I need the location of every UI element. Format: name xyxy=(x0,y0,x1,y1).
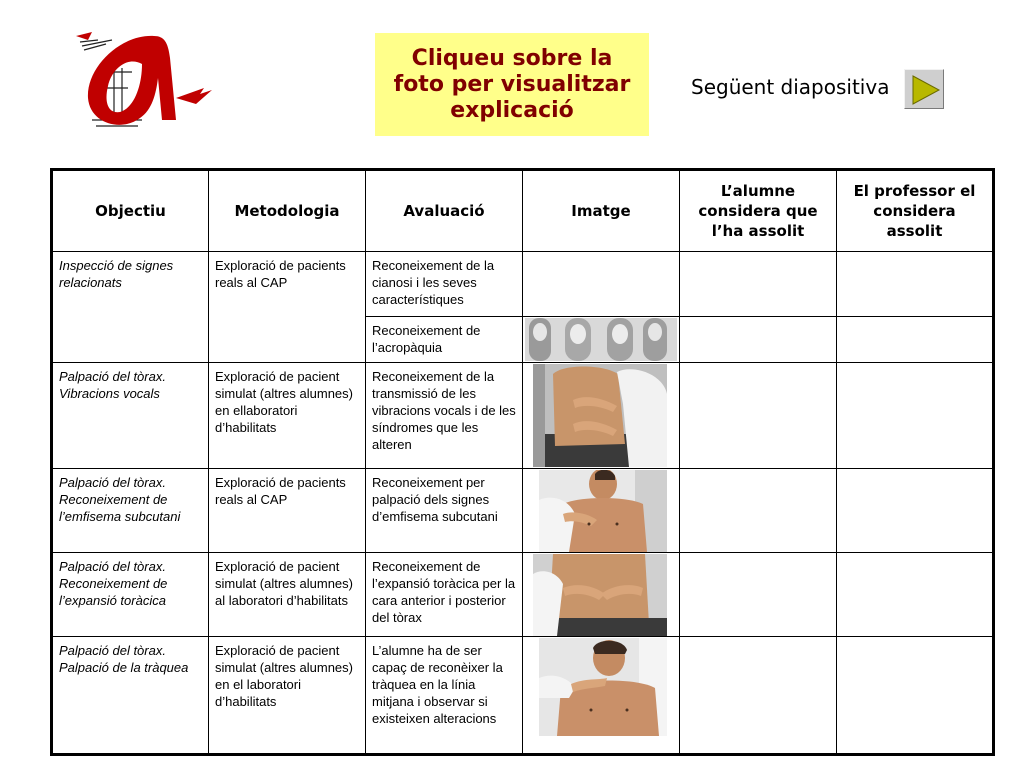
avaluacio-cell: Reconeixement de l’expansió toràcica per la cara anterior i posterior del tòrax xyxy=(366,553,523,637)
professor-check-cell[interactable] xyxy=(837,469,994,553)
avaluacio-cell: Reconeixement de la cianosi i les seves característiques xyxy=(366,252,523,317)
avaluacio-cell: Reconeixement de l’acropàquia xyxy=(366,317,523,363)
image-cell xyxy=(523,637,680,755)
alumne-check-cell[interactable] xyxy=(680,469,837,553)
metodologia-cell: Exploració de pacient simulat (altres alumnes) en ellaboratori d’habilitats xyxy=(209,363,366,469)
thoracic-expansion-photo[interactable] xyxy=(533,554,667,636)
professor-check-cell[interactable] xyxy=(837,363,994,469)
back-palpation-photo[interactable] xyxy=(533,364,667,467)
header-objectiu: Objectiu xyxy=(52,170,209,252)
header-metodologia: Metodologia xyxy=(209,170,366,252)
table-row xyxy=(52,252,994,317)
header-alumne-assolit: L’alumne considera que l’ha assolit xyxy=(680,170,837,252)
metodologia-cell: Exploració de pacients reals al CAP xyxy=(209,252,366,363)
table-row xyxy=(52,363,994,469)
alumne-check-cell[interactable] xyxy=(680,553,837,637)
chest-palpation-photo[interactable] xyxy=(539,470,667,552)
metodologia-cell: Exploració de pacients reals al CAP xyxy=(209,469,366,553)
instruction-title: Cliqueu sobre la foto per visualitzar explicació xyxy=(375,33,649,136)
table-row xyxy=(52,469,994,553)
image-cell xyxy=(523,252,680,317)
alumne-check-cell[interactable] xyxy=(680,637,837,755)
table-header-row xyxy=(52,170,994,252)
header-imatge: Imatge xyxy=(523,170,680,252)
professor-check-cell[interactable] xyxy=(837,317,994,363)
avaluacio-cell: Reconeixement per palpació dels signes d’emfisema subcutani xyxy=(366,469,523,553)
objectiu-cell: Palpació del tòrax. Reconeixement de l’emfisema subcutani xyxy=(52,469,209,553)
header-professor-assolit: El professor el considera assolit xyxy=(837,170,994,252)
image-cell xyxy=(523,363,680,469)
professor-check-cell[interactable] xyxy=(837,553,994,637)
next-slide-label: Següent diapositiva xyxy=(691,75,890,99)
alumne-check-cell[interactable] xyxy=(680,252,837,317)
professor-check-cell[interactable] xyxy=(837,637,994,755)
evaluation-table xyxy=(50,168,995,756)
alumne-check-cell[interactable] xyxy=(680,317,837,363)
university-logo xyxy=(72,28,222,140)
objectiu-cell: Palpació del tòrax. Palpació de la tràquea xyxy=(52,637,209,755)
next-slide-button[interactable] xyxy=(904,69,944,109)
image-cell xyxy=(523,317,680,363)
trachea-palpation-photo[interactable] xyxy=(539,638,667,736)
finger-nails-photo[interactable] xyxy=(525,318,677,361)
header-avaluacio: Avaluació xyxy=(366,170,523,252)
objectiu-cell: Palpació del tòrax. Reconeixement de l’expansió toràcica xyxy=(52,553,209,637)
table-row xyxy=(52,637,994,755)
metodologia-cell: Exploració de pacient simulat (altres alumnes) al laboratori d’habilitats xyxy=(209,553,366,637)
avaluacio-cell: L’alumne ha de ser capaç de reconèixer la tràquea en la línia mitjana i observar si existeixen alteracions xyxy=(366,637,523,755)
image-cell xyxy=(523,469,680,553)
image-cell xyxy=(523,553,680,637)
professor-check-cell[interactable] xyxy=(837,252,994,317)
table-row xyxy=(52,553,994,637)
avaluacio-cell: Reconeixement de la transmissió de les vibracions vocals i de les síndromes que les alteren xyxy=(366,363,523,469)
objectiu-cell: Palpació del tòrax. Vibracions vocals xyxy=(52,363,209,469)
objectiu-cell: Inspecció de signes relacionats xyxy=(52,252,209,363)
play-arrow-icon xyxy=(909,74,941,106)
alumne-check-cell[interactable] xyxy=(680,363,837,469)
metodologia-cell: Exploració de pacient simulat (altres alumnes) en el laboratori d’habilitats xyxy=(209,637,366,755)
